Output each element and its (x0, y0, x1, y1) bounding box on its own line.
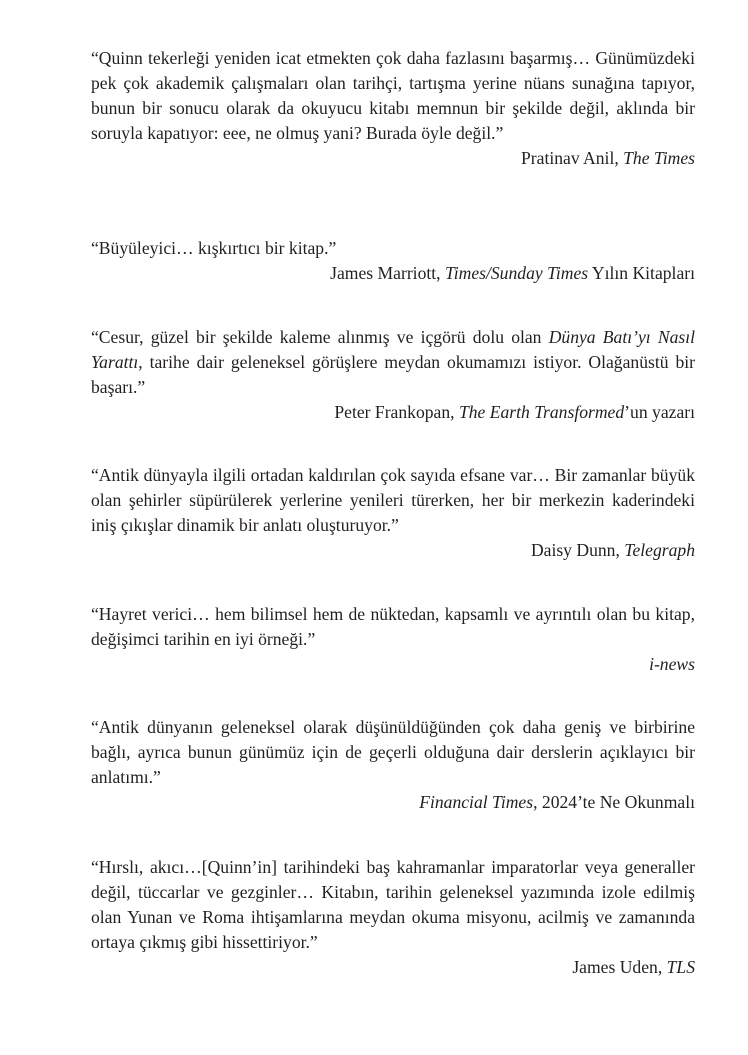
attribution: i-news (649, 654, 695, 674)
quote-text: “Antik dünyayla ilgili ortadan kaldırılan çok sayıda efsane var… Bir zamanlar büyük olan şehirler süpürülerek yerlerine yenileri türerken, her bir merkezin kaderindeki iniş çıkışlar dinamik bir anlatı oluşturuyor.” (91, 465, 695, 535)
attribution: Daisy Dunn, Telegraph (530, 540, 695, 560)
blurb-i-news (91, 602, 695, 677)
attribution: Peter Frankopan, The Earth Transformed’un yazarı (334, 402, 695, 422)
blurb-james-marriott (91, 236, 695, 286)
blurb-peter-frankopan (91, 325, 695, 425)
quote-text: “Büyüleyici… kışkırtıcı bir kitap.” (91, 238, 337, 258)
blurb-daisy-dunn (91, 463, 695, 563)
blurb-pratinav-anil (91, 46, 695, 171)
quote-text: “Antik dünyanın geleneksel olarak düşünüldüğünden çok daha geniş ve birbirine bağlı, ayrıca bunun günümüz için de geçerli olduğuna dair derslerin açıklayıcı bir anlatımı.” (91, 717, 695, 787)
blurb-james-uden (91, 855, 695, 980)
quote-text: “Hayret verici… hem bilimsel hem de nüktedan, kapsamlı ve ayrıntılı olan bu kitap, değişimci tarihin en iyi örneği.” (91, 604, 695, 649)
attribution: James Uden, TLS (572, 957, 695, 977)
quote-text: “Cesur, güzel bir şekilde kaleme alınmış ve içgörü dolu olan Dünya Batı’yı Nasıl Yarattı, tarihe dair geleneksel görüşlere meydan okumamızı istiyor. Olağanüstü bir başarı.” (91, 327, 696, 397)
attribution: James Marriott, Times/Sunday Times Yılın Kitapları (330, 263, 695, 283)
attribution: Financial Times, 2024’te Ne Okunmalı (419, 792, 695, 812)
blurb-financial-times (91, 715, 695, 815)
attribution: Pratinav Anil, The Times (521, 148, 695, 168)
quote-text: “Quinn tekerleği yeniden icat etmekten çok daha fazlasını başarmış… Günümüzdeki pek çok akademik çalışmaları olan tarihçi, tartışma yerine nüans sunağına tapıyor, bunun bir sonucu olarak da okuyucu kitabı memnun bir şekilde değil, aklında bir soruyla kapatıyor: eee, ne olmuş yani? Burada öyle değil.” (91, 48, 695, 143)
quote-text: “Hırslı, akıcı…[Quinn’in] tarihindeki baş kahramanlar imparatorlar veya generaller değil, tüccarlar ve gezginler… Kitabın, tarihin geleneksel yazımında izole edilmiş olan Yunan ve Roma ihtişamlarına meydan okuma misyonu, acilmiş ve zamanında ortaya çıkmış gibi hissettiriyor.” (91, 857, 695, 952)
